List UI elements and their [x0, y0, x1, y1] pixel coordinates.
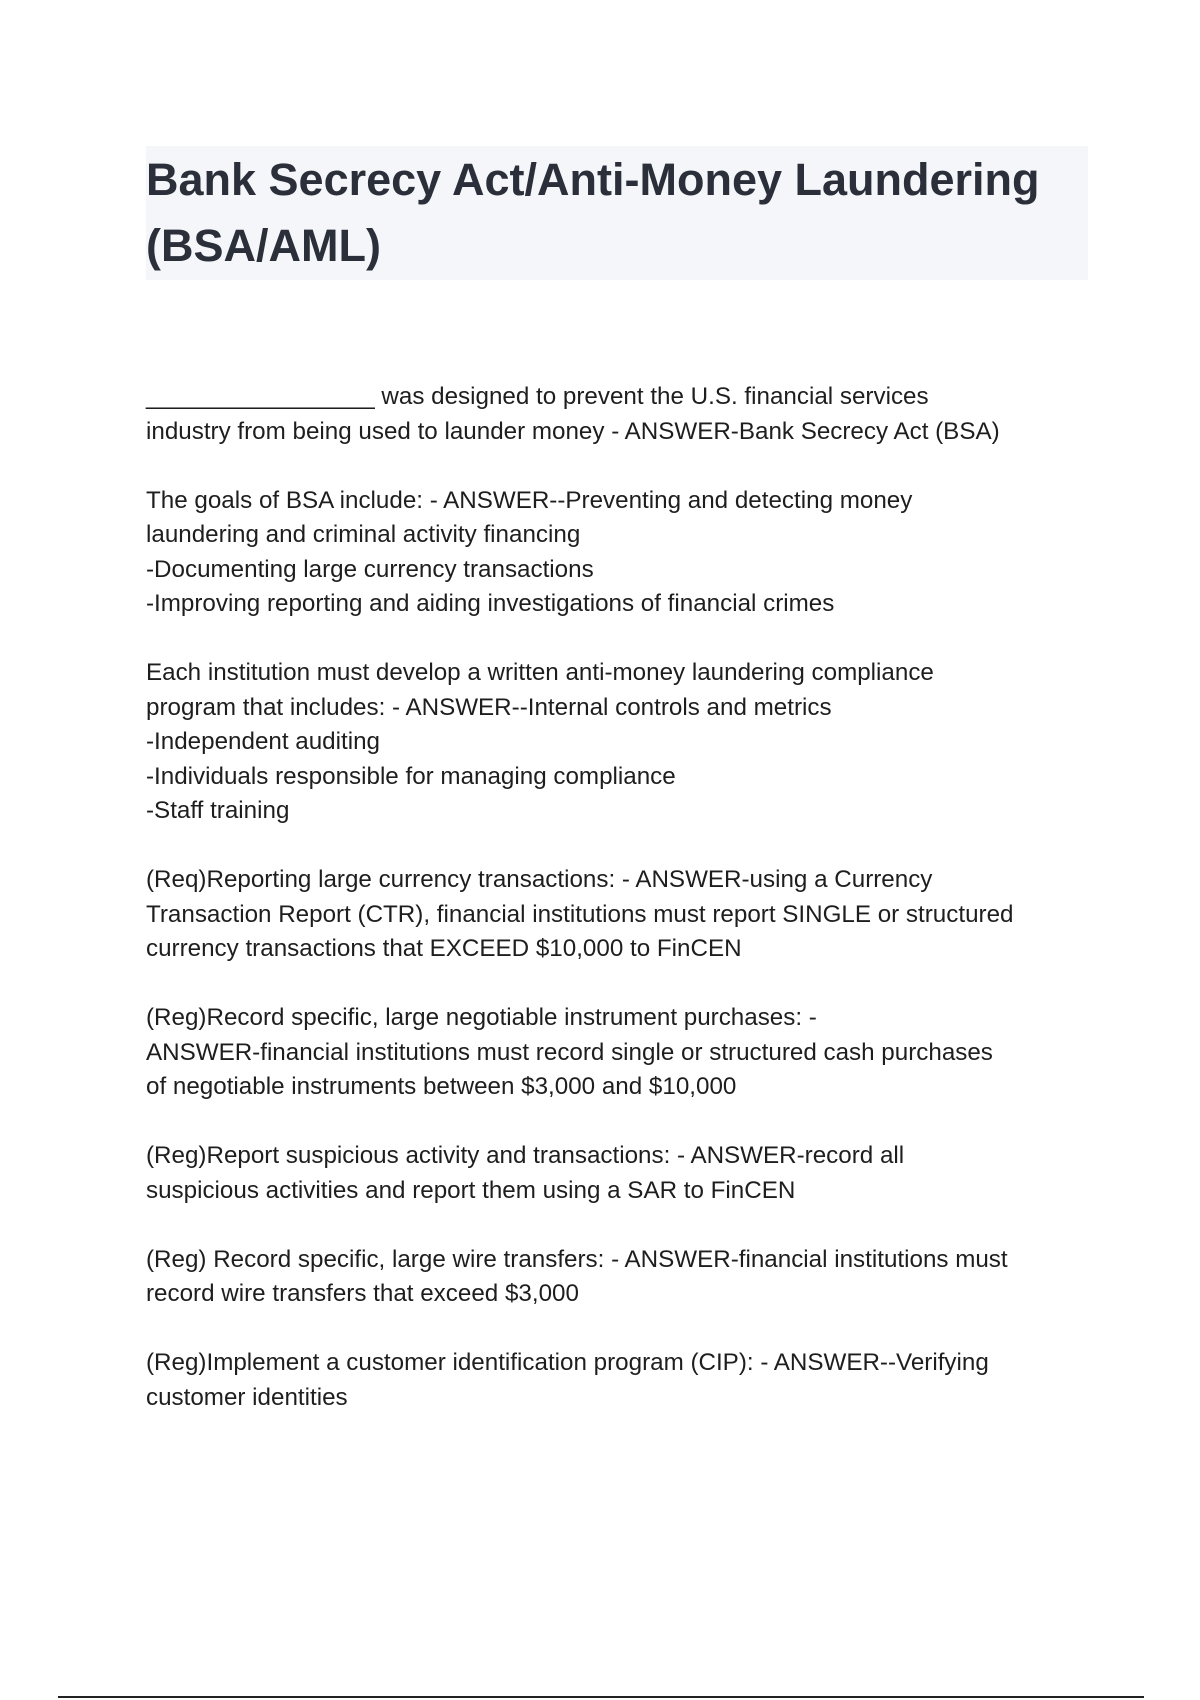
- qa-item: (Reg)Record specific, large negotiable instrument purchases: - ANSWER-financial institutions must record single or structured cash purchases of negotiable instruments between $3,000 and $10,000: [146, 1004, 993, 1100]
- qa-item: (Reg)Implement a customer identification program (CIP): - ANSWER--Verifying customer identities: [146, 1349, 989, 1411]
- footer-divider: [58, 1696, 1144, 1698]
- title-block: [146, 146, 1088, 280]
- qa-item: The goals of BSA include: - ANSWER--Preventing and detecting money laundering and criminal activity financing -Documenting large currency transactions -Improving reporting and aiding investigations of financial crimes: [146, 486, 913, 617]
- qa-item: _________________ was designed to prevent the U.S. financial services industry from being used to launder money - ANSWER-Bank Secrecy Act (BSA): [146, 383, 1000, 445]
- qa-item: Each institution must develop a written anti-money laundering compliance program that includes: - ANSWER--Internal controls and metrics -Independent auditing -Individuals responsible for managing compliance -Staff training: [146, 659, 934, 824]
- qa-item: (Req)Reporting large currency transactions: - ANSWER-using a Currency Transaction Report (CTR), financial institutions must report SINGLE or structured currency transactions that EXCEED $10,000 to FinCEN: [146, 866, 1014, 962]
- qa-item: (Reg)Report suspicious activity and transactions: - ANSWER-record all suspicious activities and report them using a SAR to FinCEN: [146, 1142, 905, 1204]
- qa-item: (Reg) Record specific, large wire transfers: - ANSWER-financial institutions must record wire transfers that exceed $3,000: [146, 1245, 1008, 1307]
- qa-list: [146, 380, 1096, 1450]
- document-title: Bank Secrecy Act/Anti-Money Laundering (BSA/AML): [146, 154, 1040, 271]
